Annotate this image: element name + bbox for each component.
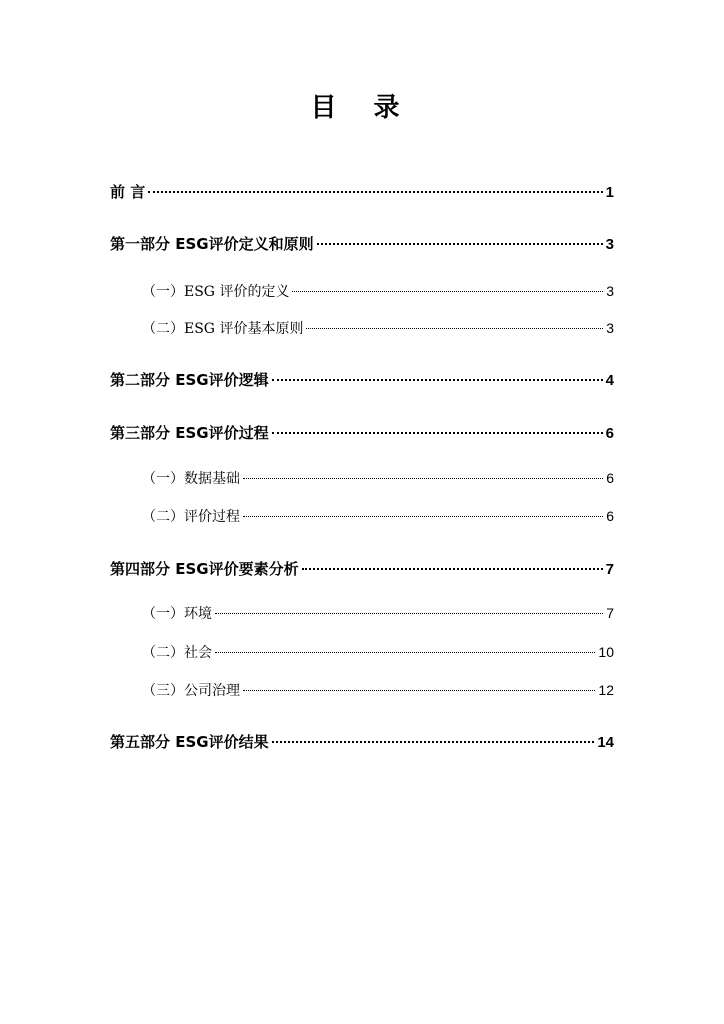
toc-entry-part-3-section-1[interactable] — [142, 466, 614, 490]
toc-leader-dots — [215, 652, 595, 653]
toc-leader-dots — [292, 291, 603, 292]
toc-page-number: 4 — [605, 372, 614, 389]
toc-leader-dots — [148, 191, 602, 193]
toc-page-number: 7 — [605, 561, 614, 578]
toc-entry-label: （一）数据基础 — [142, 471, 240, 487]
toc-entry-label: 第二部分 ESG评价逻辑 — [110, 371, 269, 389]
toc-page-number: 14 — [597, 734, 614, 751]
toc-leader-dots — [272, 741, 595, 743]
toc-leader-dots — [306, 328, 603, 329]
toc-entry-label: （一）环境 — [142, 606, 212, 622]
toc-entry-part-1[interactable] — [110, 232, 614, 256]
toc-page-number: 6 — [606, 470, 614, 486]
toc-entry-part-4-section-2[interactable] — [142, 640, 614, 664]
toc-page-number: 10 — [598, 644, 614, 660]
toc-entry-part-1-section-1[interactable] — [142, 279, 614, 303]
toc-entry-label: 第三部分 ESG评价过程 — [110, 424, 269, 442]
toc-page-number: 12 — [598, 682, 614, 698]
toc-entry-part-1-section-2[interactable] — [142, 316, 614, 340]
toc-page-number: 3 — [605, 236, 614, 253]
toc-entry-label: （二）社会 — [142, 645, 212, 661]
toc-leader-dots — [243, 690, 595, 691]
page-title: 目 录 — [310, 93, 414, 123]
toc-leader-dots — [215, 613, 603, 614]
toc-entry-label: 第一部分 ESG评价定义和原则 — [110, 235, 314, 253]
toc-entry-label: 前 言 — [110, 183, 146, 201]
toc-leader-dots — [302, 568, 603, 570]
toc-entry-label: （一）ESG 评价的定义 — [142, 284, 290, 300]
toc-entry-part-3-section-2[interactable] — [142, 504, 614, 528]
toc-leader-dots — [317, 243, 603, 245]
toc-leader-dots — [272, 379, 603, 381]
toc-entry-label: （二）评价过程 — [142, 509, 240, 525]
toc-entry-part-3[interactable] — [110, 421, 614, 445]
toc-entry-part-2[interactable] — [110, 368, 614, 392]
toc-entry-part-4[interactable] — [110, 557, 614, 581]
toc-entry-label: 第五部分 ESG评价结果 — [110, 733, 269, 751]
toc-leader-dots — [243, 478, 603, 479]
toc-page-number: 3 — [606, 283, 614, 299]
toc-entry-part-4-section-1[interactable] — [142, 601, 614, 625]
toc-page-number: 3 — [606, 320, 614, 336]
toc-entry-label: 第四部分 ESG评价要素分析 — [110, 560, 299, 578]
toc-entry-part-5[interactable] — [110, 730, 614, 754]
toc-page-number: 6 — [605, 425, 614, 442]
toc-entry-label: （二）ESG 评价基本原则 — [142, 321, 304, 337]
toc-entry-part-4-section-3[interactable] — [142, 678, 614, 702]
toc-page-number: 7 — [606, 605, 614, 621]
toc-entry-label: （三）公司治理 — [142, 683, 240, 699]
toc-page-number: 1 — [605, 184, 614, 201]
toc-page-number: 6 — [606, 508, 614, 524]
toc-entry-preface[interactable] — [110, 180, 614, 204]
toc-leader-dots — [243, 516, 603, 517]
toc-leader-dots — [272, 432, 603, 434]
